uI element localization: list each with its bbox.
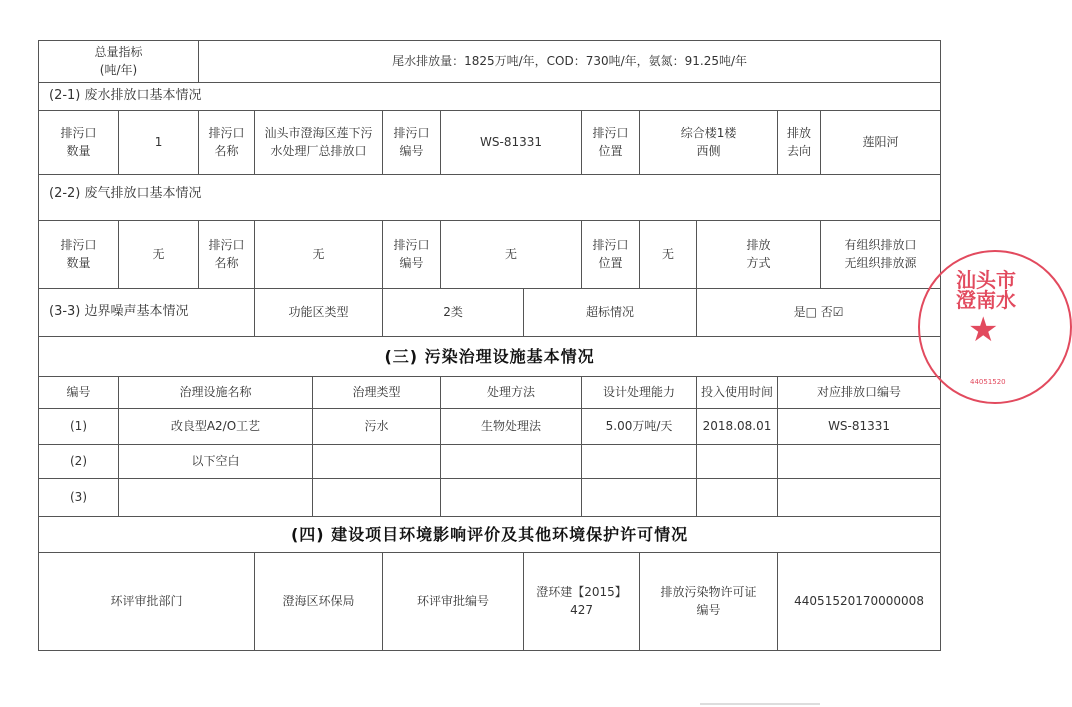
fac-cell: WS-81331 [778,409,941,445]
noise-over-label: 超标情况 [524,289,697,337]
noise-row [39,289,941,337]
gas-row [39,221,941,289]
fac-cell [119,479,313,517]
gas-mode: 有组织排放口 无组织排放源 [821,221,941,289]
fac-header-outlet: 对应排放口编号 [778,377,941,409]
gas-code: 无 [441,221,582,289]
gas-count: 无 [119,221,199,289]
table-row [39,409,941,445]
eia-row [39,553,941,651]
fac-cell: 改良型A2/O工艺 [119,409,313,445]
fac-header-method: 处理方法 [441,377,582,409]
ww-name-label: 排污口 名称 [199,111,255,175]
fac-cell [313,445,441,479]
eia-no-label: 环评审批编号 [383,553,524,651]
gas-code-label: 排污口 编号 [383,221,441,289]
ww-loc-label: 排污口 位置 [582,111,640,175]
noise-zone: 2类 [383,289,524,337]
gas-heading: (2-2) 废气排放口基本情况 [39,175,941,221]
fac-cell: 生物处理法 [441,409,582,445]
eia-no: 澄环建【2015】427 [524,553,640,651]
gas-mode-label: 排放 方式 [697,221,821,289]
wastewater-row [39,111,941,175]
official-seal [918,250,1072,404]
seal-number: 44051520 [970,378,1006,386]
table-row [39,445,941,479]
ww-dir: 莲阳河 [821,111,941,175]
noise-heading: (3-3) 边界噪声基本情况 [39,289,255,337]
wastewater-heading: (2-1) 废水排放口基本情况 [39,83,941,111]
gas-name-label: 排污口 名称 [199,221,255,289]
noise-over: 是□ 否☑ [697,289,941,337]
scan-edge-mark [700,703,820,705]
gas-loc-label: 排污口 位置 [582,221,640,289]
fac-cell [313,479,441,517]
fac-header-type: 治理类型 [313,377,441,409]
noise-zone-label: 功能区类型 [255,289,383,337]
fac-header-date: 投入使用时间 [697,377,778,409]
ww-name: 汕头市澄海区莲下污 水处理厂总排放口 [255,111,383,175]
ww-code: WS-81331 [441,111,582,175]
permit-document [38,40,940,651]
seal-star-icon: ★ [968,310,999,350]
fac-cell [697,445,778,479]
ww-count-label: 排污口 数量 [39,111,119,175]
total-value: 尾水排放量：1825万吨/年，COD：730吨/年，氨氮：91.25吨/年 [199,41,941,83]
eia-title: (四) 建设项目环境影响评价及其他环境保护许可情况 [39,517,941,553]
gas-count-label: 排污口 数量 [39,221,119,289]
fac-cell: 污水 [313,409,441,445]
fac-cell [441,479,582,517]
eia-dept-label: 环评审批部门 [39,553,255,651]
fac-cell [441,445,582,479]
fac-cell [582,479,697,517]
facilities-title: (三) 污染治理设施基本情况 [39,337,941,377]
eia-permit-label: 排放污染物许可证 编号 [640,553,778,651]
seal-text: 汕头市澄南水 [956,268,1016,312]
fac-cell: 以下空白 [119,445,313,479]
table-row [39,479,941,517]
fac-cell [697,479,778,517]
eia-dept: 澄海区环保局 [255,553,383,651]
ww-code-label: 排污口 编号 [383,111,441,175]
facilities-header-row [39,377,941,409]
fac-cell [778,445,941,479]
gas-loc: 无 [640,221,697,289]
total-label: 总量指标 (吨/年) [39,41,199,83]
permit-table [38,40,941,651]
fac-cell: 2018.08.01 [697,409,778,445]
fac-cell: (2) [39,445,119,479]
fac-cell: (3) [39,479,119,517]
fac-header-no: 编号 [39,377,119,409]
fac-cell [582,445,697,479]
fac-header-name: 治理设施名称 [119,377,313,409]
fac-cell: 5.00万吨/天 [582,409,697,445]
fac-cell [778,479,941,517]
gas-name: 无 [255,221,383,289]
total-row [39,41,941,83]
eia-permit: 44051520170000008 [778,553,941,651]
ww-count: 1 [119,111,199,175]
fac-header-capacity: 设计处理能力 [582,377,697,409]
fac-cell: (1) [39,409,119,445]
ww-loc: 综合楼1楼 西侧 [640,111,778,175]
ww-dir-label: 排放 去向 [778,111,821,175]
